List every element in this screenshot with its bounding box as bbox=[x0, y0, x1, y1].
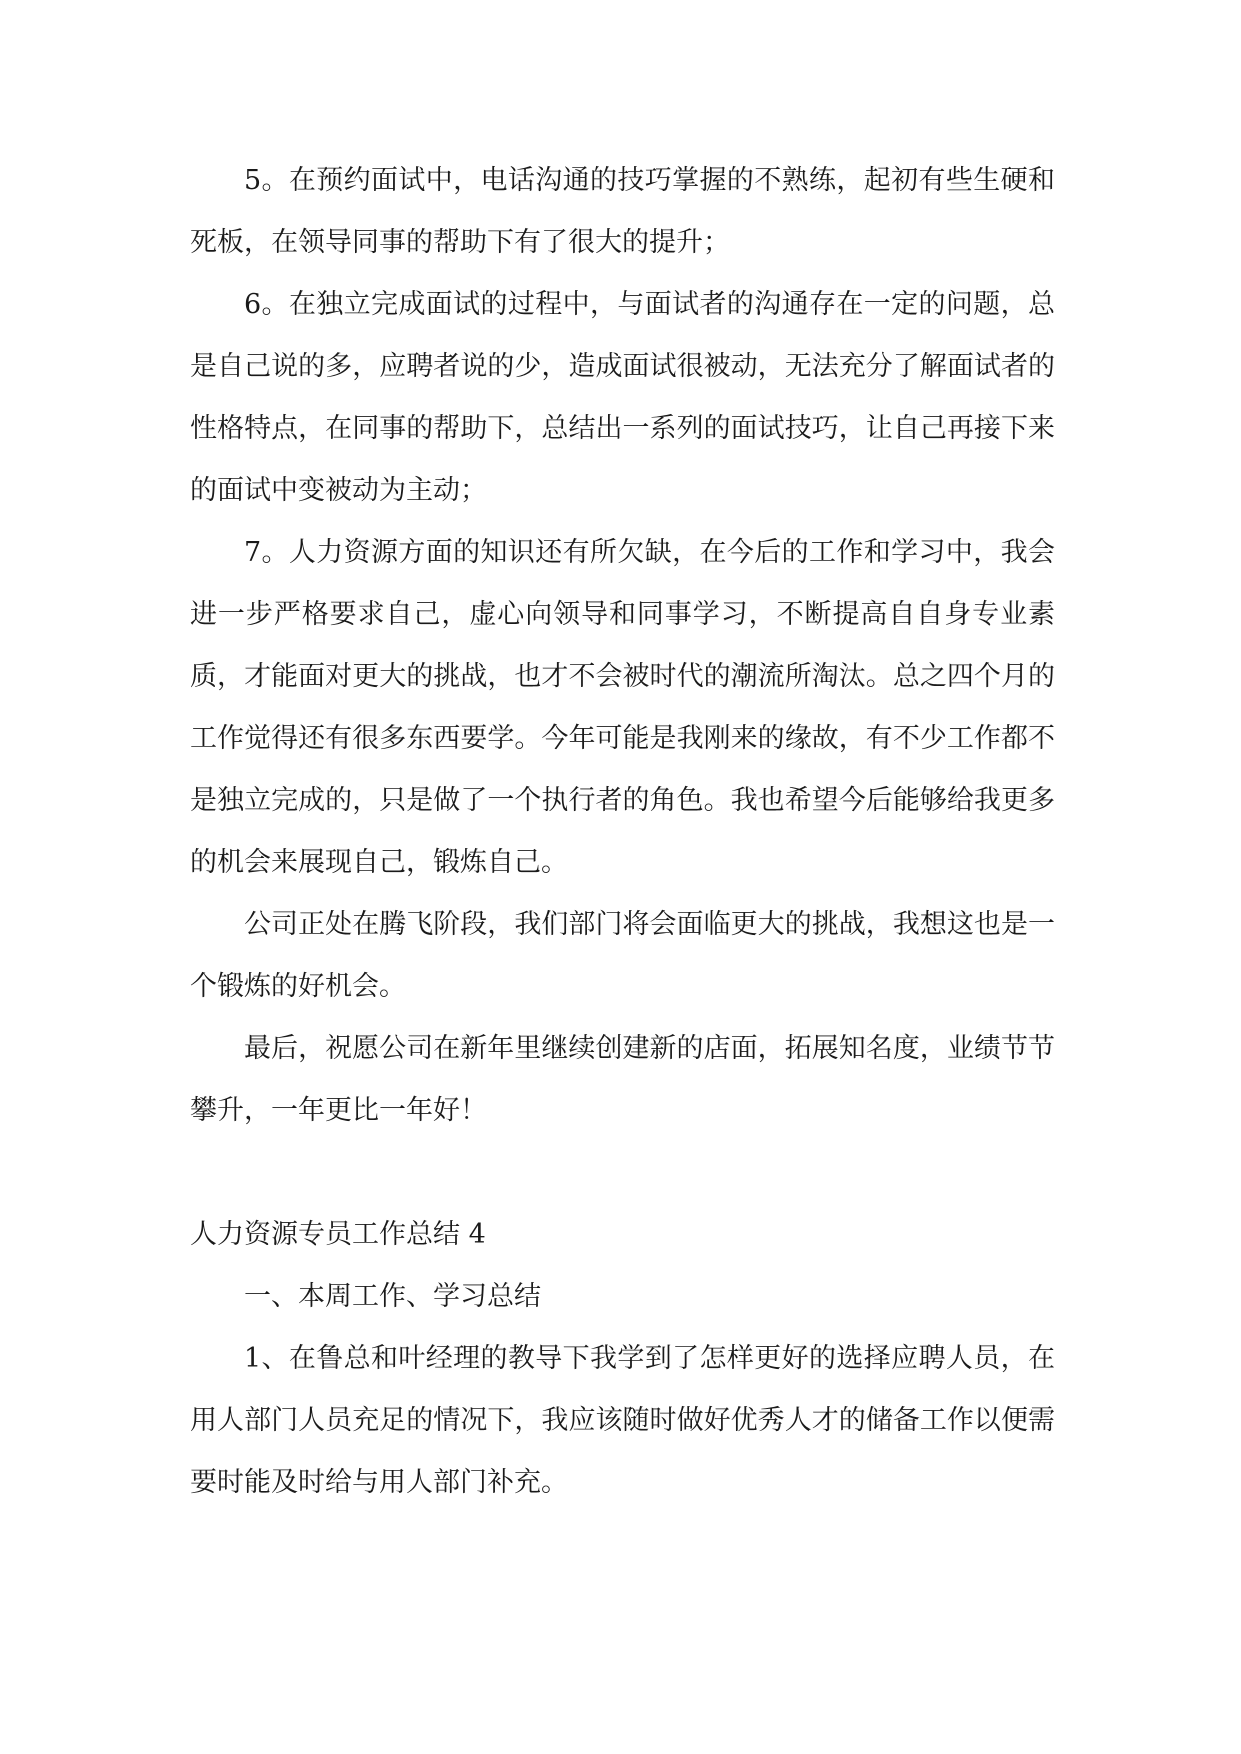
paragraph-item-5: 5。在预约面试中，电话沟通的技巧掌握的不熟练，起初有些生硬和死板，在领导同事的帮助下有了很大的提升； bbox=[190, 165, 1055, 258]
section-subheading: 一、本周工作、学习总结 bbox=[244, 1281, 541, 1312]
paragraph-item-6: 6。在独立完成面试的过程中，与面试者的沟通存在一定的问题，总是自己说的多，应聘者说的少，造成面试很被动，无法充分了解面试者的性格特点，在同事的帮助下，总结出一系列的面试技巧，让自己再接下来的面试中变被动为主动； bbox=[190, 289, 1055, 506]
section-paragraph-1: 1、在鲁总和叶经理的教导下我学到了怎样更好的选择应聘人员，在用人部门人员充足的情况下，我应该随时做好优秀人才的储备工作以便需要时能及时给与用人部门补充。 bbox=[190, 1343, 1055, 1498]
section-title: 人力资源专员工作总结 4 bbox=[190, 1219, 486, 1250]
document-body bbox=[190, 150, 1055, 1514]
paragraph-item-7: 7。人力资源方面的知识还有所欠缺，在今后的工作和学习中，我会进一步严格要求自己，虚心向领导和同事学习，不断提高自自身专业素质，才能面对更大的挑战，也才不会被时代的潮流所淘汰。总之四个月的工作觉得还有很多东西要学。今年可能是我刚来的缘故，有不少工作都不是独立完成的，只是做了一个执行者的角色。我也希望今后能够给我更多的机会来展现自己，锻炼自己。 bbox=[190, 537, 1055, 878]
paragraph-closing-wish: 最后，祝愿公司在新年里继续创建新的店面，拓展知名度，业绩节节攀升，一年更比一年好！ bbox=[190, 1033, 1055, 1126]
paragraph-company-outlook: 公司正处在腾飞阶段，我们部门将会面临更大的挑战，我想这也是一个锻炼的好机会。 bbox=[190, 909, 1055, 1002]
